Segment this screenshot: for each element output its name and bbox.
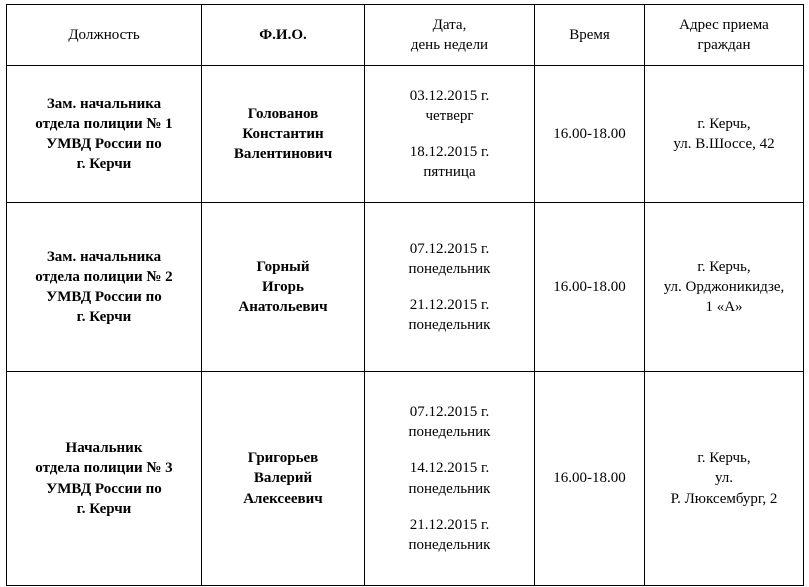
- cell-position: [7, 203, 202, 372]
- table-row: [7, 372, 804, 586]
- cell-address: [645, 372, 804, 586]
- name-line: Константин: [242, 125, 324, 142]
- position-line: УМВД России по: [46, 289, 162, 305]
- date-block: [371, 458, 528, 499]
- date-line: 21.12.2015 г.: [409, 297, 490, 313]
- column-header-address-line-2: граждан: [697, 37, 751, 53]
- cell-dates: [365, 372, 535, 586]
- cell-position: [7, 66, 202, 203]
- table-header-row: [7, 5, 804, 66]
- cell-address: [645, 203, 804, 372]
- date-line: 18.12.2015 г.: [409, 144, 490, 160]
- cell-dates: [365, 66, 535, 203]
- name-line: Валентинович: [233, 146, 333, 163]
- position-line: Зам. начальника: [46, 248, 162, 265]
- column-header-fullname: [202, 5, 365, 66]
- position-line: отдела полиции № 2: [35, 268, 173, 285]
- cell-fullname: [202, 203, 365, 372]
- cell-address: [645, 66, 804, 203]
- address-line: г. Керчь,: [697, 450, 751, 467]
- cell-time: 16.00-18.00: [535, 372, 645, 586]
- weekday-line: понедельник: [408, 537, 491, 553]
- table-header: [7, 5, 804, 66]
- name-line: Игорь: [262, 278, 304, 295]
- cell-time: 16.00-18.00: [535, 203, 645, 372]
- table-row: [7, 203, 804, 372]
- column-header-date-line-1: Дата,: [432, 16, 467, 33]
- name-line: Григорьев: [247, 450, 319, 467]
- position-line: г. Керчи: [76, 309, 132, 326]
- name-line: Анатольевич: [238, 299, 328, 316]
- date-line: 07.12.2015 г.: [409, 240, 490, 257]
- weekday-line: пятница: [423, 164, 476, 181]
- position-line: отдела полиции № 1: [35, 115, 173, 132]
- date-line: 21.12.2015 г.: [409, 516, 490, 533]
- date-line: 14.12.2015 г.: [409, 460, 490, 477]
- name-line: Валерий: [253, 470, 313, 487]
- column-header-fullname-line-1: Ф.И.О.: [259, 26, 307, 43]
- position-line: Начальник: [65, 440, 143, 456]
- column-header-position: [7, 5, 202, 66]
- position-line: г. Керчи: [76, 500, 132, 517]
- cell-fullname: [202, 66, 365, 203]
- name-line: Горный: [256, 258, 310, 275]
- weekday-line: понедельник: [408, 424, 491, 440]
- address-line: 1 «А»: [705, 299, 743, 316]
- address-line: г. Керчь,: [697, 258, 751, 275]
- date-block: [371, 402, 528, 443]
- weekday-line: понедельник: [408, 317, 491, 334]
- address-line: ул.: [714, 470, 734, 487]
- cell-fullname: [202, 372, 365, 586]
- position-line: г. Керчи: [76, 156, 132, 173]
- table-row: [7, 66, 804, 203]
- column-header-time-line-1: Время: [569, 26, 610, 43]
- column-header-address-line-1: Адрес приема: [679, 16, 769, 33]
- cell-dates: [365, 203, 535, 372]
- date-block: [371, 142, 528, 183]
- date-block: [371, 295, 528, 336]
- table-body: [7, 66, 804, 586]
- column-header-address: [645, 5, 804, 66]
- name-line: Алексеевич: [243, 490, 323, 507]
- address-line: ул. В.Шоссе, 42: [673, 136, 775, 152]
- date-block: [371, 86, 528, 127]
- address-line: Р. Люксембург, 2: [670, 490, 778, 507]
- weekday-line: понедельник: [408, 480, 491, 497]
- date-line: 07.12.2015 г.: [409, 403, 490, 420]
- weekday-line: четверг: [425, 107, 474, 124]
- column-header-time: [535, 5, 645, 66]
- weekday-line: понедельник: [408, 260, 491, 277]
- cell-position: [7, 372, 202, 586]
- date-block: [371, 515, 528, 556]
- column-header-position-line-1: Должность: [68, 26, 140, 43]
- name-line: Голованов: [247, 105, 319, 122]
- date-line: 03.12.2015 г.: [409, 87, 490, 104]
- column-header-date-line-2: день недели: [410, 37, 489, 53]
- column-header-date: [365, 5, 535, 66]
- position-line: УМВД России по: [46, 480, 162, 497]
- address-line: г. Керчь,: [697, 115, 751, 132]
- reception-schedule-table: [6, 4, 804, 586]
- position-line: УМВД России по: [46, 136, 162, 152]
- position-line: Зам. начальника: [46, 95, 162, 112]
- position-line: отдела полиции № 3: [35, 460, 173, 477]
- date-block: [371, 239, 528, 280]
- address-line: ул. Орджоникидзе,: [663, 278, 785, 295]
- cell-time: 16.00-18.00: [535, 66, 645, 203]
